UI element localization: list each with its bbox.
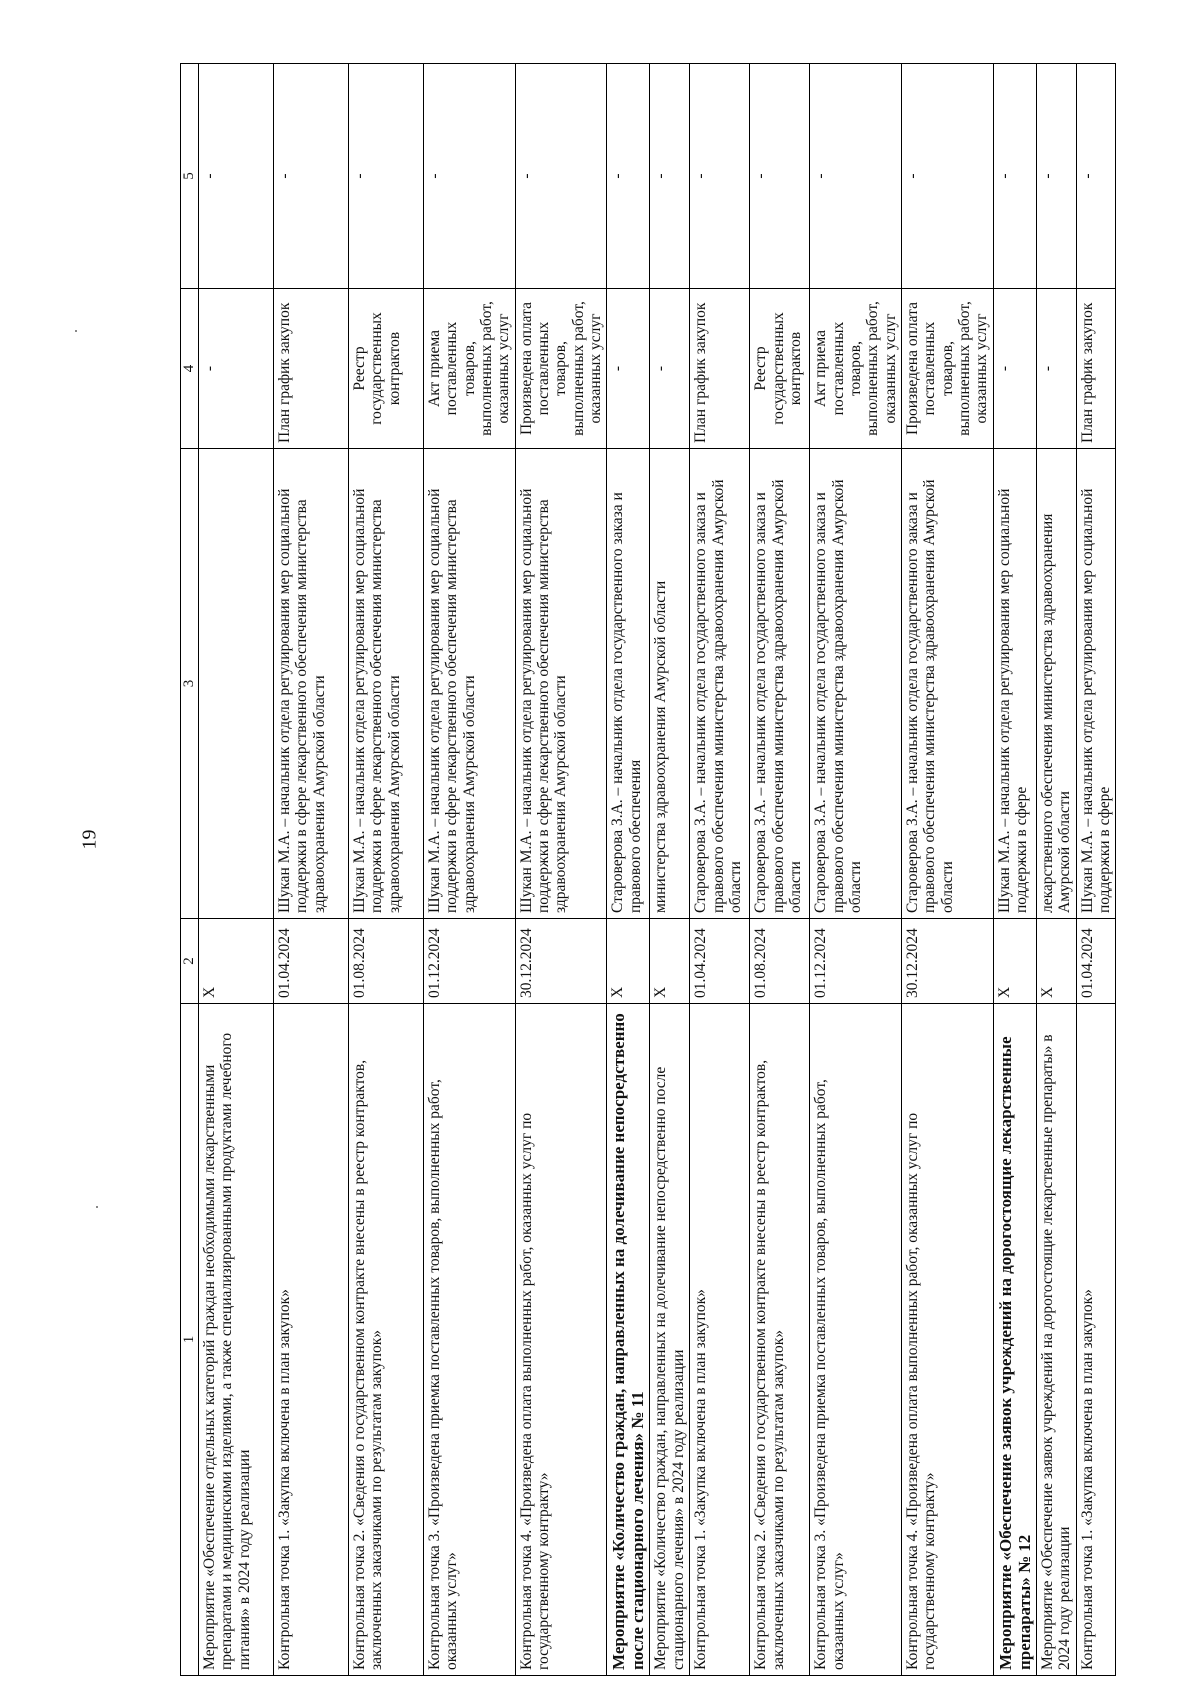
responsible-cell: Староверова З.А. – начальник отдела государственного заказа и правового обеспечения министерства здравоохранения Амурской области: [750, 449, 810, 919]
table-row: [993, 64, 1036, 1676]
activity-cell: Контрольная точка 1. «Закупка включена в план закупок»: [273, 1004, 348, 1676]
activity-cell: Контрольная точка 1. «Закупка включена в план закупок»: [1076, 1004, 1116, 1676]
activity-cell: Мероприятие «Обеспечение заявок учреждений на дорогостоящие лекарственные препараты» в 2024 году реализации: [1036, 1004, 1076, 1676]
date-cell: 30.12.2024: [901, 919, 993, 1004]
table-row: [198, 64, 273, 1676]
table-row: [690, 64, 750, 1676]
table-header-row: [181, 64, 199, 1676]
document-cell: -: [993, 289, 1036, 449]
table-row: [348, 64, 423, 1676]
table-row: [901, 64, 993, 1676]
note-cell: -: [650, 64, 690, 289]
date-cell: 30.12.2024: [515, 919, 607, 1004]
activity-cell: Мероприятие «Количество граждан, направленных на долечивание непосредственно после стационарного лечения» в 2024 году реализации: [650, 1004, 690, 1676]
note-cell: -: [901, 64, 993, 289]
rotated-table-wrapper: [180, 64, 1113, 1676]
responsible-cell: министерства здравоохранения Амурской области: [650, 449, 690, 919]
table-row: [750, 64, 810, 1676]
note-cell: -: [750, 64, 810, 289]
document-cell: Акт приема поставленных товаров, выполненных работ, оказанных услуг: [423, 289, 515, 449]
responsible-cell: Шукан М.А. – начальник отдела регулирования мер социальной поддержки в сфере: [1076, 449, 1116, 919]
date-cell: 01.04.2024: [273, 919, 348, 1004]
document-cell: -: [607, 289, 650, 449]
page-number: 19: [78, 829, 101, 850]
header-cell: 1: [181, 1004, 199, 1676]
note-cell: -: [273, 64, 348, 289]
table-row: [515, 64, 607, 1676]
responsible-cell: лекарственного обеспечения министерства здравоохранения Амурской области: [1036, 449, 1076, 919]
responsible-cell: Староверова З.А. – начальник отдела государственного заказа и правового обеспечения министерства здравоохранения Амурской области: [810, 449, 902, 919]
date-cell: X: [607, 919, 650, 1004]
responsible-cell: Старoверова З.А. – начальник отдела государственного заказа и правового обеспечения: [607, 449, 650, 919]
activity-cell: Контрольная точка 2. «Сведения о государственном контракте внесены в реестр контрактов, заключенных заказчиками по результатам закупок»: [750, 1004, 810, 1676]
responsible-cell: Шукан М.А. – начальник отдела регулирования мер социальной поддержки в сфере: [993, 449, 1036, 919]
document-cell: Произведена оплата поставленных товаров, выполненных работ, оказанных услуг: [515, 289, 607, 449]
document-cell: Реестр государственных контрактов: [750, 289, 810, 449]
activity-cell: Контрольная точка 3. «Произведена приемка поставленных товаров, выполненных работ, оказанных услуг»: [810, 1004, 902, 1676]
date-cell: X: [650, 919, 690, 1004]
responsible-cell: Староверова З.А. – начальник отдела государственного заказа и правового обеспечения министерства здравоохранения Амурской области: [901, 449, 993, 919]
document-cell: Акт приема поставленных товаров, выполненных работ, оказанных услуг: [810, 289, 902, 449]
responsible-cell: Шукан М.А. – начальник отдела регулирования мер социальной поддержки в сфере лекарственного обеспечения министерства здравоохранения Амурской области: [273, 449, 348, 919]
responsible-cell: Шукан М.А. – начальник отдела регулирования мер социальной поддержки в сфере лекарственного обеспечения министерства здравоохранения Амурской области: [515, 449, 607, 919]
note-cell: -: [1036, 64, 1076, 289]
activity-cell: Мероприятие «Обеспечение отдельных категорий граждан необходимыми лекарственными препаратами и медицинскими изделиями, а также специализированными продуктами лечебного питания» в 2024 году реализации: [198, 1004, 273, 1676]
date-cell: 01.12.2024: [810, 919, 902, 1004]
scan-speck: [96, 1206, 98, 1208]
document-cell: План график закупок: [690, 289, 750, 449]
table-row: [650, 64, 690, 1676]
document-cell: -: [650, 289, 690, 449]
date-cell: X: [198, 919, 273, 1004]
document-cell: План график закупок: [273, 289, 348, 449]
document-cell: -: [198, 289, 273, 449]
responsible-cell: [198, 449, 273, 919]
date-cell: X: [993, 919, 1036, 1004]
note-cell: -: [515, 64, 607, 289]
activity-cell: Контрольная точка 2. «Сведения о государственном контракте внесены в реестр контрактов, заключенных заказчиками по результатам закупок»: [348, 1004, 423, 1676]
responsible-cell: Шукан М.А. – начальник отдела регулирования мер социальной поддержки в сфере лекарственного обеспечения министерства здравоохранения Амурской области: [423, 449, 515, 919]
table-row: [810, 64, 902, 1676]
scan-speck: [75, 330, 77, 332]
activity-cell: Контрольная точка 4. «Произведена оплата выполненных работ, оказанных услуг по государственному контракту»: [901, 1004, 993, 1676]
table-row: [423, 64, 515, 1676]
header-cell: 5: [181, 64, 199, 289]
table-row: [273, 64, 348, 1676]
table-row: [1076, 64, 1116, 1676]
date-cell: 01.04.2024: [1076, 919, 1116, 1004]
note-cell: -: [810, 64, 902, 289]
activity-cell: Мероприятие «Обеспечение заявок учреждений на дорогостоящие лекарственные препараты» № 12: [993, 1004, 1036, 1676]
note-cell: -: [607, 64, 650, 289]
document-cell: -: [1036, 289, 1076, 449]
note-cell: -: [993, 64, 1036, 289]
responsible-cell: Староверова З.А. – начальник отдела государственного заказа и правового обеспечения министерства здравоохранения Амурской области: [690, 449, 750, 919]
date-cell: 01.04.2024: [690, 919, 750, 1004]
activity-cell: Контрольная точка 1. «Закупка включена в план закупок»: [690, 1004, 750, 1676]
date-cell: 01.12.2024: [423, 919, 515, 1004]
header-cell: 2: [181, 919, 199, 1004]
table-row: [607, 64, 650, 1676]
document-cell: Произведена оплата поставленных товаров, выполненных работ, оказанных услуг: [901, 289, 993, 449]
header-cell: 4: [181, 289, 199, 449]
activity-cell: Мероприятие «Количество граждан, направленных на долечивание непосредственно после стационарного лечения» № 11: [607, 1004, 650, 1676]
activity-cell: Контрольная точка 4. «Произведена оплата выполненных работ, оказанных услуг по государственному контракту»: [515, 1004, 607, 1676]
activity-cell: Контрольная точка 3. «Произведена приемка поставленных товаров, выполненных работ, оказанных услуг»: [423, 1004, 515, 1676]
note-cell: -: [423, 64, 515, 289]
note-cell: -: [348, 64, 423, 289]
date-cell: 01.08.2024: [348, 919, 423, 1004]
document-cell: План график закупок: [1076, 289, 1116, 449]
responsible-cell: Шукан М.А. – начальник отдела регулирования мер социальной поддержки в сфере лекарственного обеспечения министерства здравоохранения Амурской области: [348, 449, 423, 919]
note-cell: -: [198, 64, 273, 289]
document-cell: Реестр государственных контрактов: [348, 289, 423, 449]
activities-table: [180, 63, 1116, 1676]
note-cell: -: [1076, 64, 1116, 289]
date-cell: 01.08.2024: [750, 919, 810, 1004]
date-cell: X: [1036, 919, 1076, 1004]
table-row: [1036, 64, 1076, 1676]
header-cell: 3: [181, 449, 199, 919]
note-cell: -: [690, 64, 750, 289]
